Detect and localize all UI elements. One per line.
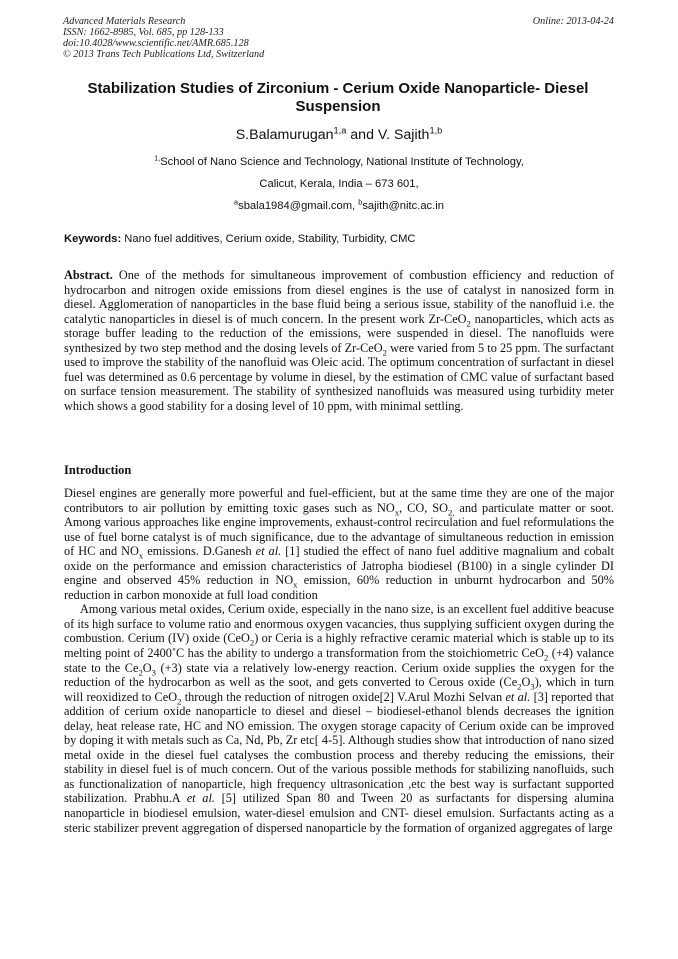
affiliation-line-1 bbox=[0, 153, 678, 168]
author-1: S.Balamurugan bbox=[235, 127, 334, 143]
subscript: 2 bbox=[138, 667, 143, 678]
subscript: 2 bbox=[544, 652, 549, 663]
subscript: 2 bbox=[382, 347, 387, 358]
affiliation-line-2: Calicut, Kerala, India – 673 601, bbox=[259, 178, 419, 190]
abstract-text: were varied from 5 to 25 ppm. The surfactant used to improve the stability of the nanofluid was Oleic acid. The optimum concentration of surfactant in diesel fuel was determined as 0.6 percentage by volume in diesel, by the estimation of CMC value of surfactant based on surface tension measurement. The stability of synthesized nanofluids was measured using turbidity meter which shows a good stability for a dosing level of 10 ppm, with minimal settling. bbox=[64, 340, 614, 413]
copyright-line: © 2013 Trans Tech Publications Ltd, Switzerland bbox=[63, 49, 265, 60]
author-2: V. Sajith bbox=[377, 127, 430, 143]
doi-line: doi:10.4028/www.scientific.net/AMR.685.128 bbox=[63, 38, 249, 49]
paragraph-text: O bbox=[521, 675, 531, 690]
subscript: 2 bbox=[249, 637, 255, 648]
introduction-paragraph-1 bbox=[64, 486, 614, 602]
italic-text: et al. bbox=[505, 689, 531, 704]
subscript: 3 bbox=[530, 681, 535, 692]
paper-title: Stabilization Studies of Zirconium - Cerium Oxide Nanoparticle- Diesel Suspension bbox=[87, 80, 589, 115]
keywords-text: Nano fuel additives, Cerium oxide, Stability, Turbidity, CMC bbox=[121, 233, 416, 245]
italic-text: et al. bbox=[186, 791, 215, 806]
abstract-text: One of the methods for simultaneous improvement of combustion efficiency and reduction of hydrocarbon and nitrogen oxide emissions from diesel engines is the use of catalyst in nanosized form in diesel. Agglomeration of nanoparticles in the base fluid being a serious issue, stability of the nanofluid i.e. the catalytic nanoparticles in diesel is of much concern. In the present work Zr-CeO bbox=[64, 268, 614, 326]
subscript: 2 bbox=[466, 318, 471, 329]
subscript: x bbox=[138, 550, 144, 561]
paragraph-text: ), which in turn will reoxidized to CeO bbox=[64, 675, 614, 704]
paragraph-text: emission, 60% reduction in unburnt hydrocarbon and 50% reduction in carbon monoxide at full load condition bbox=[64, 573, 614, 602]
subscript: x bbox=[394, 507, 400, 517]
paragraph-text: Among various metal oxides, Cerium oxide, especially in the nano size, is an excellent fuel additive beacuse of its high surface to volume ratio and enormous oxygen vacancies, thus supplying sufficient oxygen during the combustion. Cerium (IV) oxide (CeO bbox=[64, 602, 614, 646]
paragraph-text: (+3) state via a relatively low-energy reaction. Cerium oxide supplies the oxygen for the reduction of the hydrocarbon as well as the soot, and gets converted to Cerous oxide (Ce bbox=[64, 660, 614, 690]
email-a-marker: a bbox=[234, 197, 239, 207]
keywords bbox=[64, 233, 416, 245]
paragraph-text: and particulate matter or soot. Among various approaches like engine improvements, exhaust-control recirculation and fuel reformulations the use of fuel borne catalyst is of much significance, due to the advantage of simultaneous reduction in emission of HC and NO bbox=[64, 500, 614, 559]
italic-text: et al. bbox=[255, 544, 282, 559]
introduction-body bbox=[64, 486, 614, 835]
subscript: x bbox=[293, 579, 298, 590]
subscript: 3 bbox=[151, 667, 156, 678]
paragraph-text: , CO, SO bbox=[399, 500, 448, 515]
abstract-text: nanoparticles, which acts as storage buffer leading to the reduction of the emissions, were suspended in diesel. The nanofluids were synthesized by two step method and the dosing levels of Zr-CeO bbox=[64, 311, 614, 355]
paragraph-text: [1] studied the effect of nano fuel additive magnalium and cobalt oxide on the performance and emission characteristics of Jatropha biodiesel (B100) in a single cylinder DI engine and observed 45% reduction in NO bbox=[64, 544, 614, 588]
paragraph-text: [3] reported that addition of cerium oxide nanoparticle to diesel and diesel – biodiesel-ethanol blends decreases the ignition delay, heat release rate, HC and NO emission. The oxygen storage capacity of Cerium oxide can be improved by doping it with metals such as Ca, Nd, Pb, Zr etc[ 4-5]. Although studies show that introduction of nano sized metal oxide in the diesel fuel catalyses the combustion process and thereby reducing the emissions, their stability in diesel fuel is of much concern. Out of the various possible methods for stabilizing nanofluids, such as functionalization of nanoparticle, high frequency ultrasonication ,etc the best way is surfactant supported stabilization. Prabhu.A bbox=[64, 689, 614, 806]
author-line bbox=[0, 127, 678, 143]
keywords-label: Keywords: bbox=[64, 233, 122, 245]
affiliation-institute: School of Nano Science and Technology, National Institute of Technology, bbox=[160, 156, 524, 168]
subscript: 2, bbox=[447, 507, 455, 517]
paragraph-text: O bbox=[142, 660, 152, 675]
paragraph-text: [5] utilized Span 80 and Tween 20 as surfactants for dispersing alumina nanoparticle in biodiesel emulsion, water-diesel emulsion and CNT- diesel emulsion. Surfactants acting as a steric stabilizer prevent aggregation of dispersed nanoparticle by the formation of organized aggregates of large bbox=[64, 791, 614, 835]
email-b-marker: b bbox=[358, 197, 363, 207]
author-1-affiliation: 1,a bbox=[333, 125, 347, 136]
abstract bbox=[64, 268, 614, 413]
email-line bbox=[0, 197, 678, 212]
email-a: sbala1984@gmail.com, bbox=[238, 200, 359, 212]
paragraph-text: Diesel engines are generally more powerful and fuel-efficient, but at the same time they are one of the major contributors to air pollution by emitting toxic gases such as NO bbox=[64, 486, 614, 515]
author-2-affiliation: 1,b bbox=[429, 125, 443, 136]
subscript: 2 bbox=[177, 696, 182, 707]
email-b: sajith@nitc.ac.in bbox=[362, 200, 444, 212]
online-date: Online: 2013-04-24 bbox=[532, 16, 614, 27]
subscript: 2 bbox=[517, 681, 522, 692]
section-heading-introduction: Introduction bbox=[64, 463, 132, 477]
journal-name: Advanced Materials Research bbox=[63, 16, 186, 27]
issn-line: ISSN: 1662-8985, Vol. 685, pp 128-133 bbox=[63, 27, 224, 38]
paragraph-text: emissions. D.Ganesh bbox=[143, 544, 256, 559]
journal-header bbox=[63, 16, 264, 60]
author-separator: and bbox=[346, 127, 378, 143]
paragraph-text: through the reduction of nitrogen oxide[2] V.Arul Mozhi Selvan bbox=[181, 689, 506, 704]
paragraph-text: (+4) valance state to the Ce bbox=[64, 646, 614, 675]
abstract-label: Abstract. bbox=[64, 268, 113, 282]
affiliation-marker: 1, bbox=[154, 153, 161, 163]
introduction-paragraph-2 bbox=[64, 602, 614, 835]
paragraph-text: ) or Ceria is a highly refractive ceramic material which is stable up to its melting point of 2400˚C has the ability to undergo a transformation from the stoichiometric CeO bbox=[64, 631, 614, 661]
